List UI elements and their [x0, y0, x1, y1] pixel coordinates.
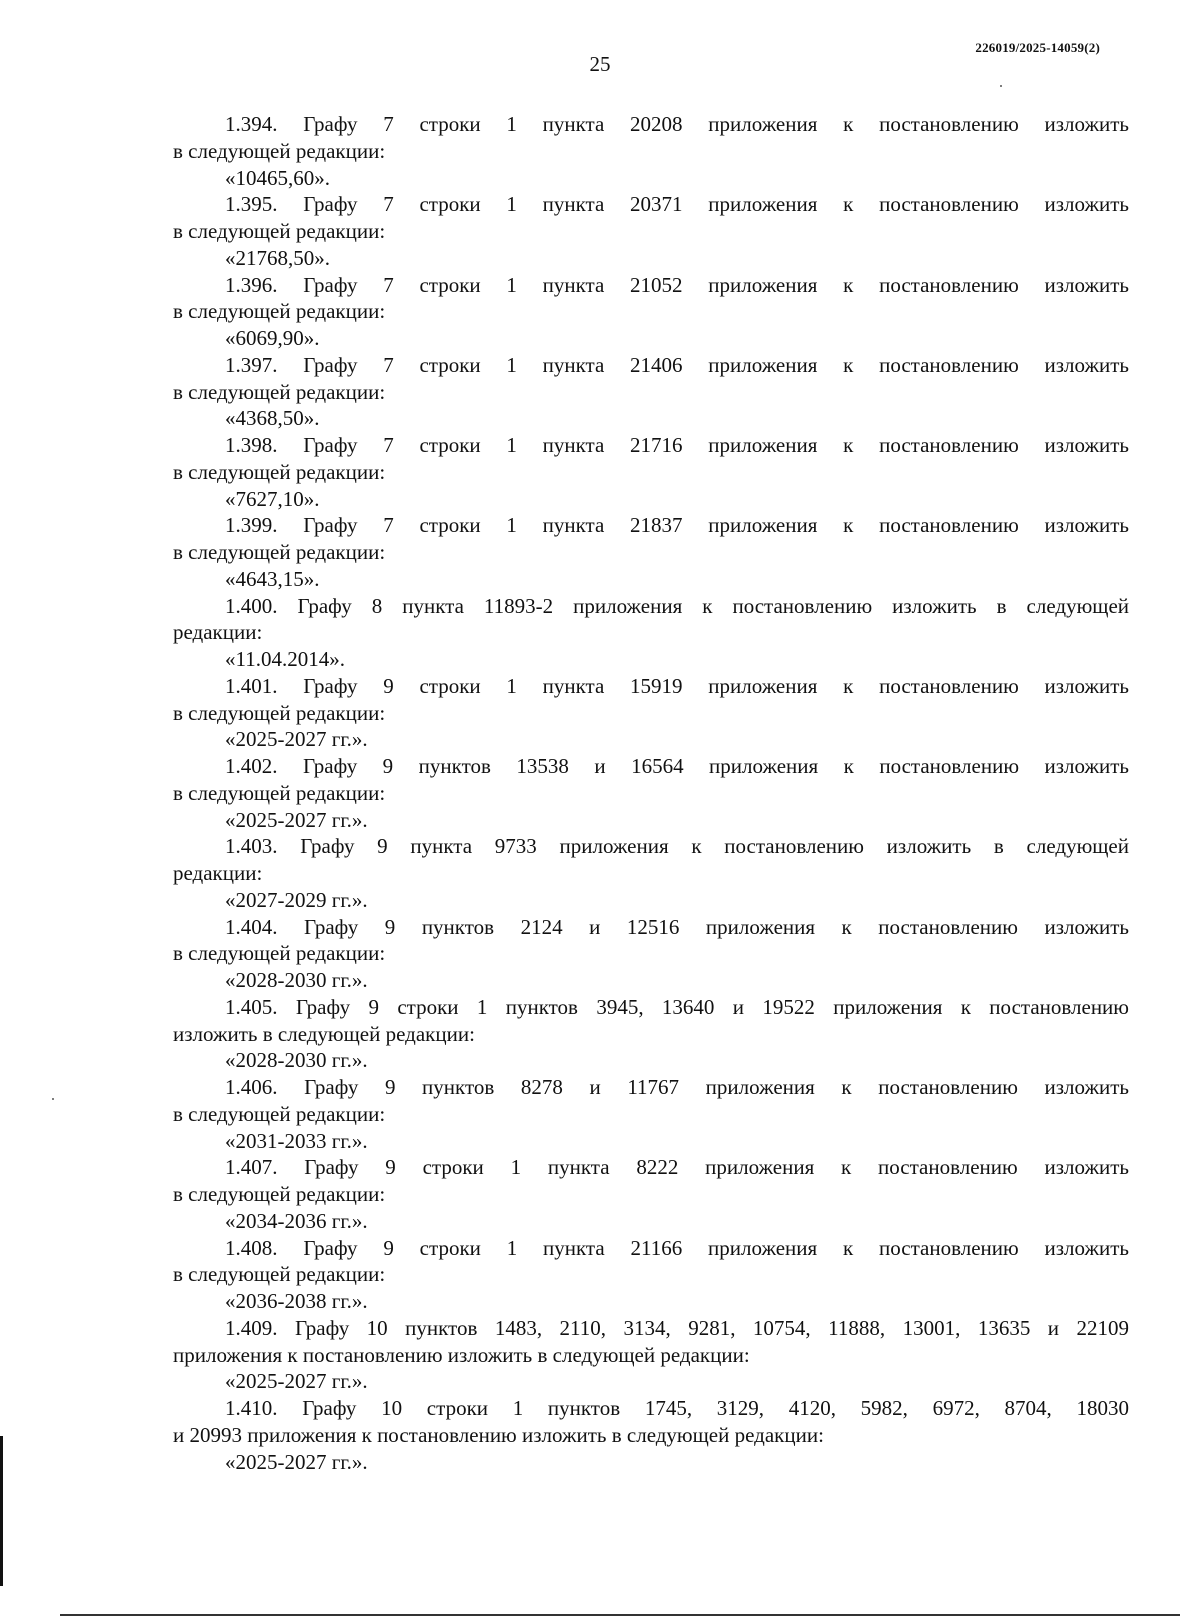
amendment-continuation: в следующей редакции:	[173, 1101, 386, 1126]
amendment-continuation: в следующей редакции:	[173, 780, 386, 805]
amendment-heading: 1.405. Графу 9 строки 1 пунктов 3945, 13640 и 19522 приложения к постановлению	[225, 994, 1129, 1019]
amendment-item	[173, 1395, 1129, 1475]
amendment-continuation: редакции:	[173, 620, 263, 645]
amendment-item	[173, 1074, 1129, 1154]
amendment-item	[173, 753, 1129, 833]
scan-edge-mark	[0, 1436, 3, 1586]
amendment-continuation: в следующей редакции:	[173, 379, 386, 404]
amendment-value: «2034-2036 гг.».	[225, 1208, 368, 1233]
amendment-continuation: изложить в следующей редакции:	[173, 1021, 475, 1046]
amendment-item	[173, 994, 1129, 1074]
amendment-continuation: в следующей редакции:	[173, 299, 386, 324]
amendment-item	[173, 352, 1129, 432]
amendment-continuation: в следующей редакции:	[173, 1182, 386, 1206]
scan-speck	[52, 1098, 54, 1100]
amendment-item	[173, 272, 1129, 352]
amendment-continuation: в следующей редакции:	[173, 540, 386, 564]
amendment-continuation: приложения к постановлению изложить в следующей редакции:	[173, 1342, 750, 1367]
amendment-value: «2025-2027 гг.».	[225, 727, 368, 752]
amendment-heading: 1.399. Графу 7 строки 1 пункта 21837 приложения к постановлению изложить	[225, 513, 1129, 538]
amendment-item	[173, 673, 1129, 753]
amendment-continuation: в следующей редакции:	[173, 941, 386, 966]
amendment-heading: 1.406. Графу 9 пунктов 8278 и 11767 приложения к постановлению изложить	[225, 1075, 1129, 1099]
document-id: 226019/2025-14059(2)	[975, 40, 1100, 55]
amendment-item	[173, 593, 1129, 673]
amendment-continuation: в следующей редакции:	[173, 700, 386, 725]
amendment-value: «2028-2030 гг.».	[225, 968, 368, 992]
amendment-item	[173, 111, 1129, 191]
amendment-heading: 1.397. Графу 7 строки 1 пункта 21406 приложения к постановлению изложить	[225, 352, 1129, 377]
document-body	[173, 111, 1129, 1475]
amendment-item	[173, 432, 1129, 512]
amendment-item	[173, 191, 1129, 271]
amendment-heading: 1.396. Графу 7 строки 1 пункта 21052 приложения к постановлению изложить	[225, 272, 1129, 297]
amendment-heading: 1.409. Графу 10 пунктов 1483, 2110, 3134, 9281, 10754, 11888, 13001, 13635 и 22109	[225, 1315, 1129, 1340]
amendment-value: «10465,60».	[225, 165, 330, 190]
amendment-value: «2025-2027 гг.».	[225, 1449, 368, 1474]
amendment-heading: 1.410. Графу 10 строки 1 пунктов 1745, 3129, 4120, 5982, 6972, 8704, 18030	[225, 1396, 1129, 1420]
page-number: 25	[589, 52, 611, 76]
amendment-heading: 1.395. Графу 7 строки 1 пункта 20371 приложения к постановлению изложить	[225, 192, 1129, 217]
amendment-value: «6069,90».	[225, 326, 320, 350]
amendment-value: «2027-2029 гг.».	[225, 887, 368, 912]
amendment-heading: 1.403. Графу 9 пункта 9733 приложения к постановлению изложить в следующей	[225, 834, 1129, 859]
amendment-heading: 1.401. Графу 9 строки 1 пункта 15919 приложения к постановлению изложить	[225, 673, 1129, 698]
amendment-continuation: в следующей редакции:	[173, 219, 386, 243]
amendment-heading: 1.407. Графу 9 строки 1 пункта 8222 приложения к постановлению изложить	[225, 1155, 1129, 1180]
scan-bottom-line	[60, 1614, 1180, 1616]
amendment-heading: 1.408. Графу 9 строки 1 пункта 21166 приложения к постановлению изложить	[225, 1235, 1129, 1260]
amendment-continuation: и 20993 приложения к постановлению изложить в следующей редакции:	[173, 1422, 824, 1447]
amendment-heading: 1.404. Графу 9 пунктов 2124 и 12516 приложения к постановлению изложить	[225, 914, 1129, 939]
amendment-item	[173, 914, 1129, 994]
amendment-item	[173, 1315, 1129, 1395]
amendment-continuation: в следующей редакции:	[173, 138, 386, 163]
amendment-continuation: редакции:	[173, 861, 263, 885]
amendment-value: «2025-2027 гг.».	[225, 1369, 368, 1394]
scan-speck	[1000, 85, 1002, 87]
amendment-heading: 1.394. Графу 7 строки 1 пункта 20208 приложения к постановлению изложить	[225, 112, 1129, 136]
amendment-value: «2028-2030 гг.».	[225, 1048, 368, 1073]
amendment-item	[173, 1235, 1129, 1315]
amendment-heading: 1.400. Графу 8 пункта 11893-2 приложения к постановлению изложить в следующей	[225, 593, 1129, 618]
amendment-value: «2036-2038 гг.».	[225, 1289, 368, 1313]
amendment-value: «4368,50».	[225, 406, 320, 431]
amendment-item	[173, 833, 1129, 913]
amendment-value: «4643,15».	[225, 566, 320, 591]
amendment-value: «7627,10».	[225, 486, 320, 511]
amendment-item	[173, 1154, 1129, 1234]
amendment-heading: 1.398. Графу 7 строки 1 пункта 21716 приложения к постановлению изложить	[225, 433, 1129, 457]
amendment-value: «21768,50».	[225, 245, 330, 270]
amendment-value: «2025-2027 гг.».	[225, 807, 368, 832]
amendment-heading: 1.402. Графу 9 пунктов 13538 и 16564 приложения к постановлению изложить	[225, 754, 1129, 778]
amendment-value: «11.04.2014».	[225, 647, 345, 671]
amendment-value: «2031-2033 гг.».	[225, 1128, 368, 1153]
amendment-item	[173, 512, 1129, 592]
amendment-continuation: в следующей редакции:	[173, 1262, 386, 1287]
amendment-continuation: в следующей редакции:	[173, 459, 386, 484]
